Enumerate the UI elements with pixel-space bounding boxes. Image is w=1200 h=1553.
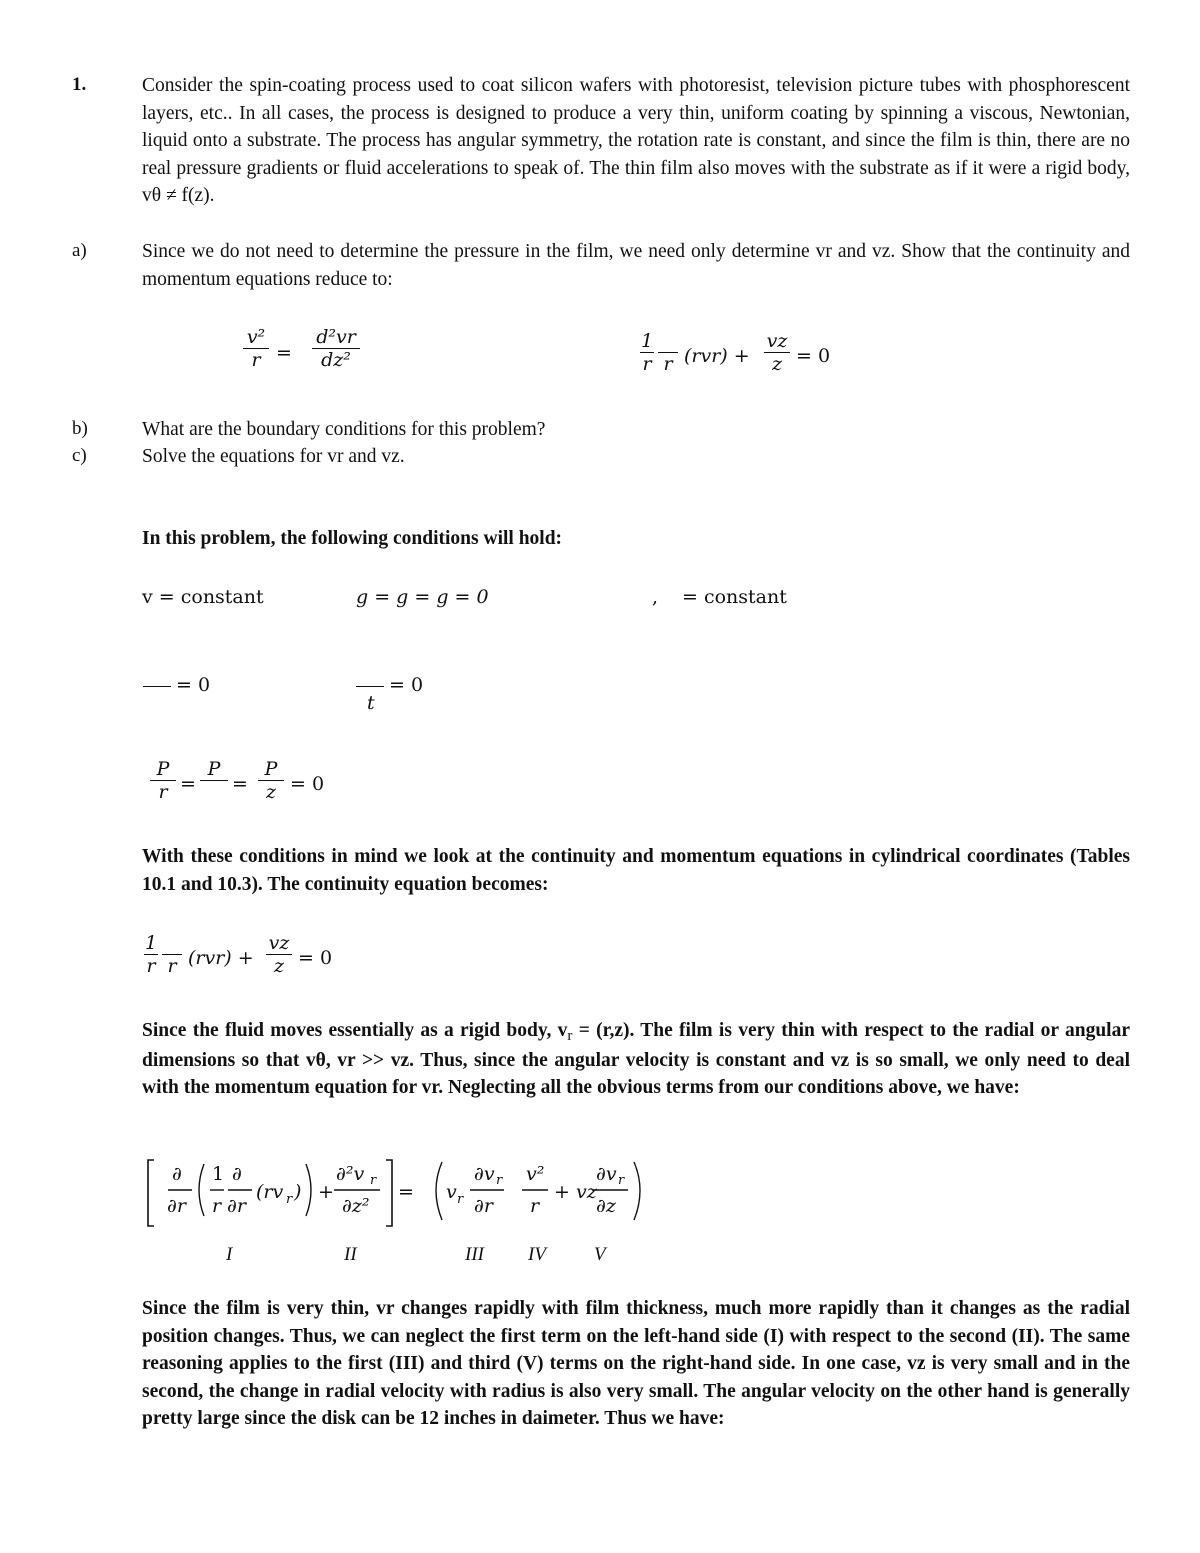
momentum-equation [140, 1150, 660, 1240]
svg-text:v: v [446, 1181, 457, 1203]
mom-equals: = [398, 1181, 414, 1203]
cond-eq-zero-2: = 0 [389, 674, 424, 696]
solution-para-1: With these conditions in mind we look at the continuity and momentum equations in cylindrical coordinates (Tables 10.1 and 10.3). The continuity equation becomes: [142, 846, 1130, 895]
eq1-rhs-den: dz² [321, 349, 351, 371]
cond-comma: , [652, 586, 659, 608]
term-label-III: III [465, 1244, 484, 1265]
cond-deriv-bar-2 [356, 686, 384, 687]
conditions-heading: In this problem, the following conditions will hold: [142, 528, 563, 549]
svg-text:r: r [286, 1192, 293, 1207]
part-c-label: c) [72, 445, 87, 466]
part-b-label: b) [72, 418, 88, 439]
svg-text:r: r [212, 1195, 222, 1217]
p-eq-2: = [232, 773, 248, 795]
cont-s-vz-frac: vz z [266, 932, 292, 977]
cond-eq-zero-1: = 0 [176, 674, 211, 696]
cont-a-r1: r [642, 353, 652, 375]
cont-a-eq0: = 0 [796, 345, 831, 367]
solution-para-3: Since the film is very thin, vr changes rapidly with film thickness, much more rapidly than it changes as the radial position changes. Thus, we can neglect the first term on the left-hand side (I) with respect to the second (II). The same reasoning applies to the first (III) and third (V) terms on the right-hand side. In one case, vz is very small and in the second, the change in radial velocity with radius is also very small. The angular velocity on the other hand is generally pretty large since the disk can be 12 inches in daimeter. Thus we have: [142, 1298, 1130, 1429]
cont-a-r2: r [663, 353, 673, 375]
cont-a-one: 1 [640, 330, 654, 352]
cont-a-vz-frac [764, 330, 790, 375]
part-a-label: a) [72, 240, 87, 261]
svg-text:r: r [618, 1173, 625, 1188]
svg-text:v²: v² [526, 1163, 545, 1185]
term-label-I: I [226, 1244, 233, 1265]
mom-plus-vz: + vz [554, 1181, 597, 1203]
cont-a-middle: (rvr) + [684, 345, 750, 367]
cont-a-z: z [771, 353, 782, 375]
svg-text:∂v: ∂v [596, 1163, 617, 1185]
eq1-lhs-num: v² [246, 326, 266, 348]
problem-number: 1. [72, 74, 87, 95]
eq1-lhs-fraction [243, 326, 269, 371]
cont-a-partial-r [658, 330, 678, 375]
cond-constant-2: = constant [682, 586, 787, 608]
svg-text:∂z: ∂z [596, 1195, 616, 1217]
solution-para-2: Since the fluid moves essentially as a rigid body, $v_r = (r,z)$. The film is very thin with respect to the radial or angular dimensions so that vθ, vr >> vz. Thus, since the angular velocity is constant and vz is so small, we only need to deal with the momentum equation for vr. Neglecting all the obvious terms from our conditions above, we have: [142, 1020, 1130, 1098]
cont-a-vz: vz [766, 330, 788, 352]
svg-text:∂r: ∂r [227, 1195, 246, 1217]
p-eq0: = 0 [290, 773, 325, 795]
cont-s-middle: (rvr) + [188, 947, 254, 969]
part-c-text: Solve the equations for vr and vz. [142, 446, 405, 467]
svg-text:∂r: ∂r [474, 1195, 493, 1217]
problem-statement: Consider the spin-coating process used to coat silicon wafers with photoresist, television picture tubes with phosphorescent layers, etc.. In all cases, the process is designed to produce a very thin, uniform coating by spinning a viscous, Newtonian, liquid onto a substrate. The process has angular symmetry, the rotation rate is constant, and since the film is thin, there are no real pressure gradients or fluid accelerations to speak of. The thin film also moves with the substrate as if it were a rigid body, vθ ≠ f(z). [142, 75, 1130, 206]
term-label-V: V [594, 1244, 606, 1265]
part-a-text: Since we do not need to determine the pressure in the film, we need only determine vr and vz. Show that the continuity and momentum equations reduce to: [142, 241, 1130, 290]
cond-t: t [367, 692, 375, 714]
term-label-II: II [344, 1244, 357, 1265]
eq1-rhs-fraction [312, 326, 360, 371]
eq1-rhs-num: d²vr [316, 326, 356, 348]
eq1-equals: = [276, 342, 292, 364]
cond-gravity: g = g = g = 0 [356, 586, 489, 608]
cont-s-partial-r: r [162, 932, 182, 977]
svg-text:r: r [530, 1195, 540, 1217]
svg-text:1: 1 [212, 1163, 225, 1185]
svg-text:∂: ∂ [172, 1163, 182, 1185]
svg-text:r: r [457, 1192, 464, 1207]
cont-s-eq0: = 0 [298, 947, 333, 969]
p-frac-theta: P [200, 758, 228, 803]
cont-a-one-over-r [640, 330, 654, 375]
svg-text:(rv: (rv [256, 1181, 284, 1203]
cond-deriv-bar-1 [143, 686, 171, 687]
svg-text:): ) [294, 1181, 302, 1203]
svg-text:∂z²: ∂z² [342, 1195, 370, 1217]
svg-text:∂²v: ∂²v [336, 1163, 365, 1185]
term-label-IV: IV [528, 1244, 546, 1265]
p-frac-r: P r [150, 758, 176, 803]
part-b-text: What are the boundary conditions for this problem? [142, 419, 546, 440]
p-eq-1: = [180, 773, 196, 795]
svg-text:r: r [496, 1173, 503, 1188]
svg-text:∂r: ∂r [167, 1195, 186, 1217]
svg-text:∂v: ∂v [474, 1163, 495, 1185]
svg-text:r: r [370, 1173, 377, 1188]
p-frac-z: P z [258, 758, 284, 803]
mom-plus: + [318, 1181, 334, 1203]
eq1-lhs-den: r [251, 349, 261, 371]
cont-s-one-over-r: 1 r [144, 932, 158, 977]
svg-text:∂: ∂ [232, 1163, 242, 1185]
cond-v-constant: v = constant [142, 586, 264, 608]
